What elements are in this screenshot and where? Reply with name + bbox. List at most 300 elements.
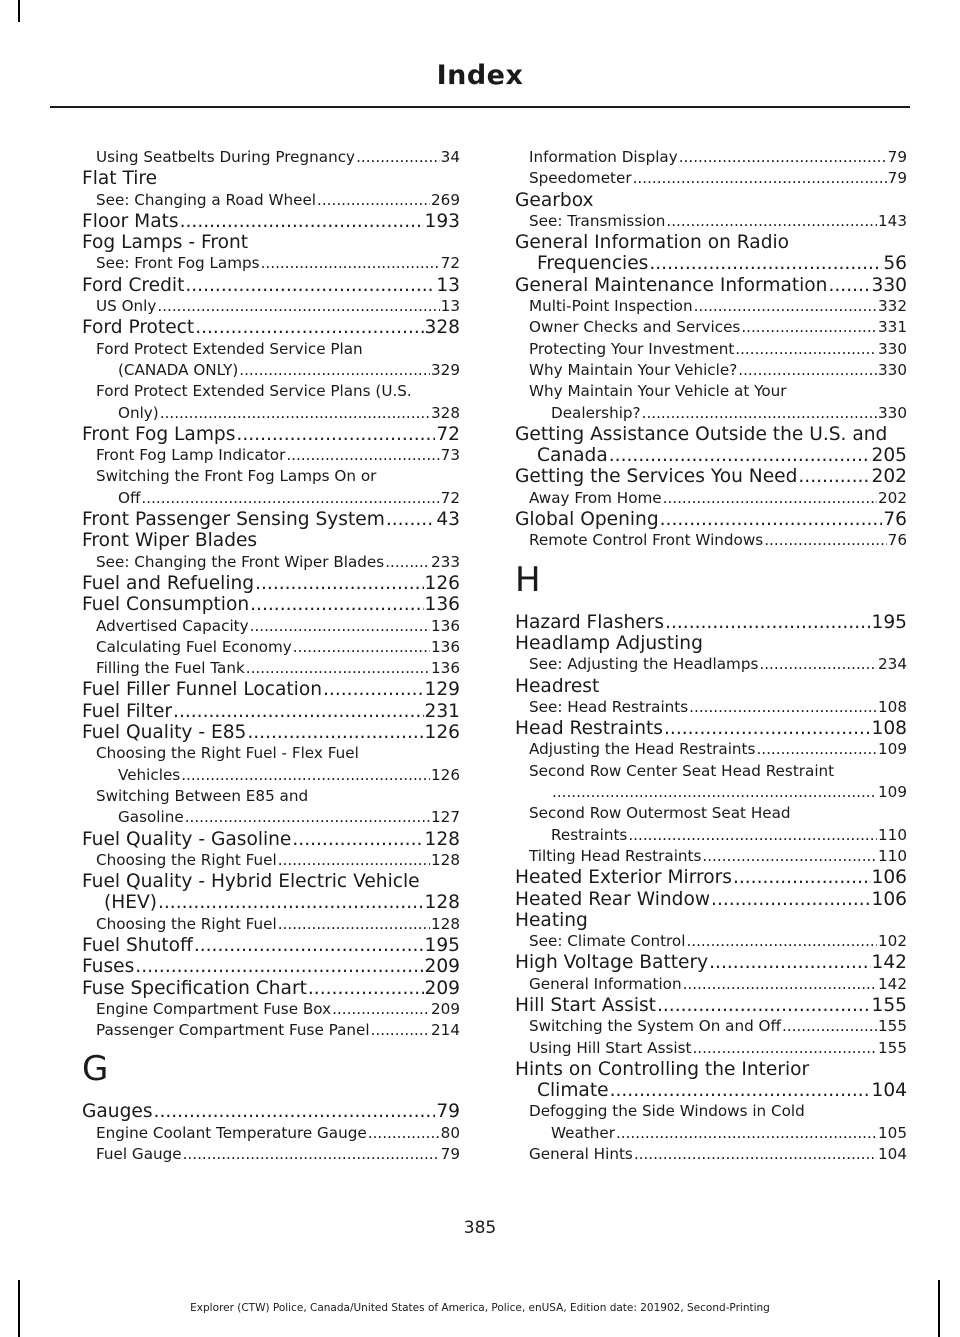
index-entry[interactable]: [515, 952, 907, 973]
entry-page: 136: [431, 637, 460, 656]
entry-title: Using Hill Start Assist: [529, 1038, 692, 1057]
dot-leader: [317, 190, 430, 211]
entry-title: See: Climate Control: [529, 932, 686, 951]
dot-leader: [686, 931, 877, 952]
dot-leader: [616, 1123, 877, 1144]
dot-leader: [711, 889, 870, 910]
entry-page: 234: [878, 655, 907, 674]
entry-title: Fuel Consumption: [82, 594, 250, 616]
entry-page: 106: [871, 888, 907, 910]
index-entry[interactable]: [515, 889, 907, 910]
entry-title-line: Second Row Center Seat Head Restraint: [529, 761, 835, 780]
entry-title: Information Display: [529, 148, 678, 166]
index-subentry[interactable]: [82, 190, 460, 211]
index-subentry[interactable]: [515, 974, 907, 995]
entry-page: 76: [883, 509, 907, 531]
entry-title: Fuel Quality - E85: [82, 722, 247, 744]
entry-page: 233: [431, 552, 460, 571]
entry-title: Only): [118, 403, 159, 422]
dot-leader: [246, 658, 430, 679]
entry-title-line: Switching the Front Fog Lamps On or: [96, 467, 377, 486]
entry-title-line: General Information on Radio: [515, 232, 790, 254]
entry-page: 109: [878, 783, 907, 802]
entry-page: 80: [440, 1123, 460, 1142]
index-entry[interactable]: [515, 1059, 907, 1102]
dot-leader: [157, 296, 439, 317]
entry-title: Hill Start Assist: [515, 994, 656, 1016]
entry-continuation: [96, 360, 460, 381]
index-entry[interactable]: [515, 275, 907, 296]
index-subentry[interactable]: [82, 786, 460, 829]
dot-leader: [694, 296, 877, 317]
entry-title-line: Switching Between E85 and: [96, 786, 309, 805]
dot-leader: [173, 701, 423, 722]
dot-leader: [308, 978, 424, 999]
dot-leader: [666, 211, 877, 232]
dot-leader: [702, 846, 877, 867]
dot-leader: [250, 594, 423, 615]
entry-title-line: Ford Protect Extended Service Plans (U.S.: [96, 382, 412, 401]
dot-leader: [634, 1144, 877, 1165]
entry-continuation: [96, 765, 460, 786]
index-subentry[interactable]: [82, 296, 460, 317]
entry-title: Choosing the Right Fuel: [96, 914, 277, 933]
entry-title: Fuel Filler Funnel Location: [82, 679, 323, 701]
dot-leader: [180, 211, 424, 232]
entry-page: 72: [436, 423, 460, 445]
entry-title: Advertised Capacity: [96, 616, 249, 635]
dot-leader: [664, 718, 871, 739]
entry-title-line: Fuel Quality - Hybrid Electric Vehicle: [82, 871, 420, 893]
entry-page: 328: [424, 317, 460, 339]
index-subentry[interactable]: [515, 488, 907, 509]
entry-title: General Information: [529, 974, 682, 993]
entry-page: 195: [424, 934, 460, 956]
index-subentry[interactable]: [515, 1016, 907, 1037]
entry-title: Front Passenger Sensing System: [82, 509, 385, 531]
entry-page: 214: [431, 1021, 460, 1040]
entry-page: 205: [871, 445, 907, 467]
entry-title: Away From Home: [529, 488, 662, 507]
entry-title: Ford Protect: [82, 317, 195, 339]
entry-title: Engine Coolant Temperature Gauge: [96, 1123, 367, 1142]
index-entry[interactable]: [82, 275, 460, 296]
dot-leader: [194, 935, 424, 956]
index-column-left: [82, 147, 460, 1165]
dot-leader: [642, 403, 877, 424]
dot-leader: [386, 509, 436, 530]
index-subentry[interactable]: [515, 339, 907, 360]
index-entry[interactable]: [515, 466, 907, 487]
entry-title: Heated Exterior Mirrors: [515, 867, 732, 889]
dot-leader: [633, 168, 887, 189]
entry-page: 79: [436, 1101, 460, 1123]
index-entry[interactable]: [82, 594, 460, 615]
index-subentry[interactable]: [82, 552, 460, 573]
entry-continuation: [529, 782, 907, 803]
index-entry[interactable]: [82, 424, 460, 445]
dot-leader: [552, 782, 877, 803]
entry-title: General Maintenance Information: [515, 274, 828, 296]
index-subentry[interactable]: [82, 1123, 460, 1144]
entry-title: Gasoline: [118, 808, 184, 827]
index-subentry[interactable]: [515, 654, 907, 675]
dot-leader: [649, 253, 882, 274]
entry-title: See: Front Fog Lamps: [96, 254, 260, 273]
entry-title: (CANADA ONLY): [118, 360, 239, 379]
dot-leader: [293, 637, 430, 658]
index-entry[interactable]: [515, 718, 907, 739]
entry-page: 331: [878, 318, 907, 337]
entry-page: 34: [440, 148, 460, 166]
index-subentry[interactable]: [515, 739, 907, 760]
entry-title: Weather: [551, 1123, 615, 1142]
entry-page: 72: [440, 254, 460, 273]
dot-leader: [286, 445, 439, 466]
entry-page: 43: [436, 509, 460, 531]
dot-leader: [665, 612, 870, 633]
index-entry[interactable]: [515, 509, 907, 530]
index-subentry[interactable]: [82, 1020, 460, 1041]
entry-page: 202: [871, 466, 907, 488]
index-subentry[interactable]: [515, 697, 907, 718]
index-subentry[interactable]: [82, 999, 460, 1020]
index-entry[interactable]: [515, 612, 907, 633]
entry-title: Floor Mats: [82, 210, 179, 232]
dot-leader: [135, 956, 423, 977]
entry-title-line: Ford Protect Extended Service Plan: [96, 339, 363, 358]
entry-page: 109: [878, 740, 907, 759]
entry-title: Fuse Specification Chart: [82, 977, 307, 999]
dot-leader: [663, 488, 877, 509]
entry-page: 104: [871, 1080, 907, 1102]
dot-leader: [782, 1016, 877, 1037]
entry-title: Fuses: [82, 956, 135, 978]
index-heading[interactable]: Gearbox: [515, 189, 594, 211]
entry-title: Adjusting the Head Restraints: [529, 740, 756, 759]
dot-leader: [292, 829, 423, 850]
entry-title: Heated Rear Window: [515, 888, 711, 910]
entry-title: See: Changing a Road Wheel: [96, 190, 317, 209]
index-entry[interactable]: [515, 867, 907, 888]
entry-title: Vehicles: [118, 765, 181, 784]
index-subentry[interactable]: [82, 616, 460, 637]
entry-title: Climate: [537, 1080, 609, 1102]
entry-title: Speedometer: [529, 169, 632, 188]
dot-leader: [332, 999, 430, 1020]
entry-title: Tilting Head Restraints: [529, 846, 702, 865]
index-subentry[interactable]: [515, 360, 907, 381]
dot-leader: [368, 1123, 440, 1144]
entry-page: 269: [431, 190, 460, 209]
entry-page: 56: [883, 253, 907, 275]
dot-leader: [278, 914, 430, 935]
entry-page: 136: [424, 594, 460, 616]
index-entry[interactable]: [82, 509, 460, 530]
entry-title: Restraints: [551, 825, 628, 844]
index-subentry[interactable]: [82, 147, 460, 168]
entry-title: Fuel Quality - Gasoline: [82, 828, 292, 850]
index-heading[interactable]: Headrest: [515, 675, 600, 697]
section-letter: G: [82, 1049, 109, 1090]
dot-leader: [692, 1038, 877, 1059]
index-entry[interactable]: [515, 995, 907, 1016]
dot-leader: [183, 1144, 440, 1165]
dot-leader: [185, 807, 430, 828]
index-entry[interactable]: [82, 956, 460, 977]
dot-leader: [236, 424, 435, 445]
dot-leader: [764, 530, 886, 551]
entry-title-line: Getting Assistance Outside the U.S. and: [515, 423, 888, 445]
index-subentry[interactable]: [515, 931, 907, 952]
entry-page: 143: [878, 211, 907, 230]
dot-leader: [660, 509, 883, 530]
page-title: Index: [436, 60, 524, 91]
index-subentry[interactable]: [515, 1038, 907, 1059]
entry-title: Multi-Point Inspection: [529, 297, 693, 316]
dot-leader: [371, 1020, 430, 1041]
index-heading[interactable]: Front Wiper Blades: [82, 530, 258, 552]
entry-page: 110: [878, 846, 907, 865]
dot-leader: [255, 573, 423, 594]
dot-leader: [250, 616, 430, 637]
entry-page: 108: [878, 697, 907, 716]
index-subentry[interactable]: [82, 381, 460, 424]
entry-title-line: Choosing the Right Fuel - Flex Fuel: [96, 744, 359, 763]
title-rule: [50, 106, 910, 108]
dot-leader: [657, 995, 871, 1016]
dot-leader: [798, 466, 870, 487]
dot-leader: [185, 275, 435, 296]
entry-title: Fuel Shutoff: [82, 934, 193, 956]
entry-title: Switching the System On and Off: [529, 1017, 781, 1036]
entry-title: Calculating Fuel Economy: [96, 637, 292, 656]
index-entry[interactable]: [82, 829, 460, 850]
entry-title: Using Seatbelts During Pregnancy: [96, 148, 356, 166]
page-footer: Explorer (CTW) Police, Canada/United States of America, Police, enUSA, Edition date: 201902, Second-Printing: [190, 1302, 770, 1314]
index-subentry[interactable]: [515, 803, 907, 846]
index-entry[interactable]: [82, 211, 460, 232]
entry-page: 330: [878, 339, 907, 358]
entry-title: Remote Control Front Windows: [529, 531, 764, 550]
index-heading[interactable]: Headlamp Adjusting: [515, 632, 703, 654]
entry-page: 155: [878, 1017, 907, 1036]
entry-page: 104: [878, 1145, 907, 1164]
index-subentry[interactable]: [82, 637, 460, 658]
entry-title: Fuel Filter: [82, 700, 173, 722]
entry-title: Global Opening: [515, 509, 659, 531]
entry-page: 128: [431, 850, 460, 869]
dot-leader: [158, 892, 424, 913]
entry-title: See: Changing the Front Wiper Blades: [96, 552, 385, 571]
entry-title: Off: [118, 488, 141, 507]
entry-title-line: Hints on Controlling the Interior: [515, 1058, 810, 1080]
dot-leader: [356, 147, 440, 168]
entry-page: 136: [431, 616, 460, 635]
index-subentry[interactable]: [515, 168, 907, 189]
entry-page: 231: [424, 700, 460, 722]
entry-page: 155: [878, 1038, 907, 1057]
crop-mark-top-left: [18, 0, 20, 22]
index-subentry[interactable]: [515, 296, 907, 317]
dot-leader: [609, 445, 871, 466]
dot-leader: [323, 679, 423, 700]
index-column-right: [515, 147, 907, 1165]
entry-page: 126: [431, 765, 460, 784]
entry-title: Gauges: [82, 1101, 153, 1123]
index-subentry[interactable]: [515, 317, 907, 338]
entry-page: 128: [424, 828, 460, 850]
entry-title: Head Restraints: [515, 718, 663, 740]
entry-title: See: Adjusting the Headlamps: [529, 655, 759, 674]
dot-leader: [759, 654, 877, 675]
entry-page: 76: [887, 531, 907, 550]
dot-leader: [741, 317, 877, 338]
entry-title-line: Second Row Outermost Seat Head: [529, 804, 791, 823]
entry-page: 126: [424, 722, 460, 744]
entry-title: See: Transmission: [529, 211, 666, 230]
dot-leader: [679, 147, 887, 168]
section-letter: H: [515, 559, 541, 600]
dot-leader: [181, 765, 430, 786]
entry-page: 328: [431, 403, 460, 422]
index-entry[interactable]: [515, 424, 907, 467]
index-heading[interactable]: Heating: [515, 909, 588, 931]
entry-continuation: [515, 445, 907, 466]
entry-page: 209: [424, 977, 460, 999]
entry-page: 108: [871, 718, 907, 740]
entry-title: High Voltage Battery: [515, 952, 709, 974]
entry-title: Filling the Fuel Tank: [96, 659, 245, 678]
entry-title: Front Fog Lamps: [82, 423, 236, 445]
index-entry[interactable]: [82, 701, 460, 722]
entry-page: 330: [878, 403, 907, 422]
entry-continuation: [96, 488, 460, 509]
index-subentry[interactable]: [82, 445, 460, 466]
index-subentry[interactable]: [515, 147, 907, 168]
index-subentry[interactable]: [82, 914, 460, 935]
index-subentry[interactable]: [82, 743, 460, 786]
entry-page: 128: [431, 914, 460, 933]
entry-page: 142: [878, 974, 907, 993]
entry-continuation: [515, 1080, 907, 1101]
entry-title: Engine Compartment Fuse Box: [96, 999, 332, 1018]
index-entry[interactable]: [82, 722, 460, 743]
index-entry[interactable]: [82, 1101, 460, 1122]
entry-title: General Hints: [529, 1145, 633, 1164]
dot-leader: [195, 317, 423, 338]
entry-title: US Only: [96, 297, 157, 316]
entry-title: (HEV): [104, 892, 157, 914]
entry-title: Owner Checks and Services: [529, 318, 741, 337]
entry-page: 110: [878, 825, 907, 844]
entry-continuation: [82, 892, 460, 913]
entry-page: 126: [424, 572, 460, 594]
index-subentry[interactable]: [82, 658, 460, 679]
entry-page: 142: [871, 952, 907, 974]
entry-title: See: Head Restraints: [529, 697, 689, 716]
index-subentry[interactable]: [515, 1101, 907, 1144]
dot-leader: [247, 722, 423, 743]
entry-title: Fuel Gauge: [96, 1145, 182, 1164]
dot-leader: [733, 867, 871, 888]
dot-leader: [160, 403, 430, 424]
entry-title: Fuel and Refueling: [82, 572, 255, 594]
entry-page: 13: [440, 297, 460, 316]
index-subentry[interactable]: [82, 850, 460, 871]
dot-leader: [738, 360, 877, 381]
index-subentry[interactable]: [82, 253, 460, 274]
entry-title: Why Maintain Your Vehicle?: [529, 360, 738, 379]
index-subentry[interactable]: [82, 466, 460, 509]
entry-title: Ford Credit: [82, 274, 185, 296]
page-number: 385: [463, 1218, 497, 1238]
index-entry[interactable]: [82, 935, 460, 956]
entry-page: 79: [440, 1145, 460, 1164]
entry-title: Getting the Services You Need: [515, 466, 798, 488]
entry-continuation: [529, 1123, 907, 1144]
index-entry[interactable]: [82, 679, 460, 700]
entry-page: 330: [878, 360, 907, 379]
index-heading[interactable]: Flat Tire: [82, 168, 158, 190]
dot-leader: [239, 360, 430, 381]
index-subentry[interactable]: [515, 530, 907, 551]
dot-leader: [689, 697, 877, 718]
entry-page: 209: [424, 956, 460, 978]
entry-page: 129: [424, 679, 460, 701]
index-subentry[interactable]: [515, 846, 907, 867]
index-subentry[interactable]: [515, 1144, 907, 1165]
entry-page: 79: [887, 148, 907, 166]
entry-continuation: [529, 825, 907, 846]
index-subentry[interactable]: [82, 1144, 460, 1165]
dot-leader: [828, 275, 870, 296]
index-subentry[interactable]: [82, 339, 460, 382]
dot-leader: [261, 253, 440, 274]
entry-title: Protecting Your Investment: [529, 339, 735, 358]
dot-leader: [610, 1080, 871, 1101]
index-entry[interactable]: [82, 573, 460, 594]
entry-page: 128: [424, 892, 460, 914]
entry-page: 73: [440, 446, 460, 465]
index-entry[interactable]: [82, 978, 460, 999]
index-subentry[interactable]: [515, 381, 907, 424]
entry-page: 193: [424, 210, 460, 232]
index-subentry[interactable]: [515, 211, 907, 232]
entry-page: 202: [878, 488, 907, 507]
dot-leader: [628, 825, 877, 846]
entry-page: 72: [440, 488, 460, 507]
entry-title: Front Fog Lamp Indicator: [96, 446, 286, 465]
dot-leader: [154, 1101, 436, 1122]
index-heading[interactable]: Fog Lamps - Front: [82, 232, 249, 254]
index-entry[interactable]: [515, 232, 907, 275]
entry-page: 136: [431, 659, 460, 678]
entry-title: Canada: [537, 445, 608, 467]
entry-page: 102: [878, 932, 907, 951]
index-entry[interactable]: [82, 317, 460, 338]
index-entry[interactable]: [82, 871, 460, 914]
entry-page: 105: [878, 1123, 907, 1142]
dot-leader: [385, 552, 430, 573]
entry-page: 329: [431, 360, 460, 379]
entry-title: Passenger Compartment Fuse Panel: [96, 1021, 370, 1040]
entry-continuation: [515, 253, 907, 274]
entry-page: 209: [431, 999, 460, 1018]
entry-page: 155: [871, 994, 907, 1016]
index-subentry[interactable]: [515, 761, 907, 804]
entry-title: Hazard Flashers: [515, 611, 665, 633]
